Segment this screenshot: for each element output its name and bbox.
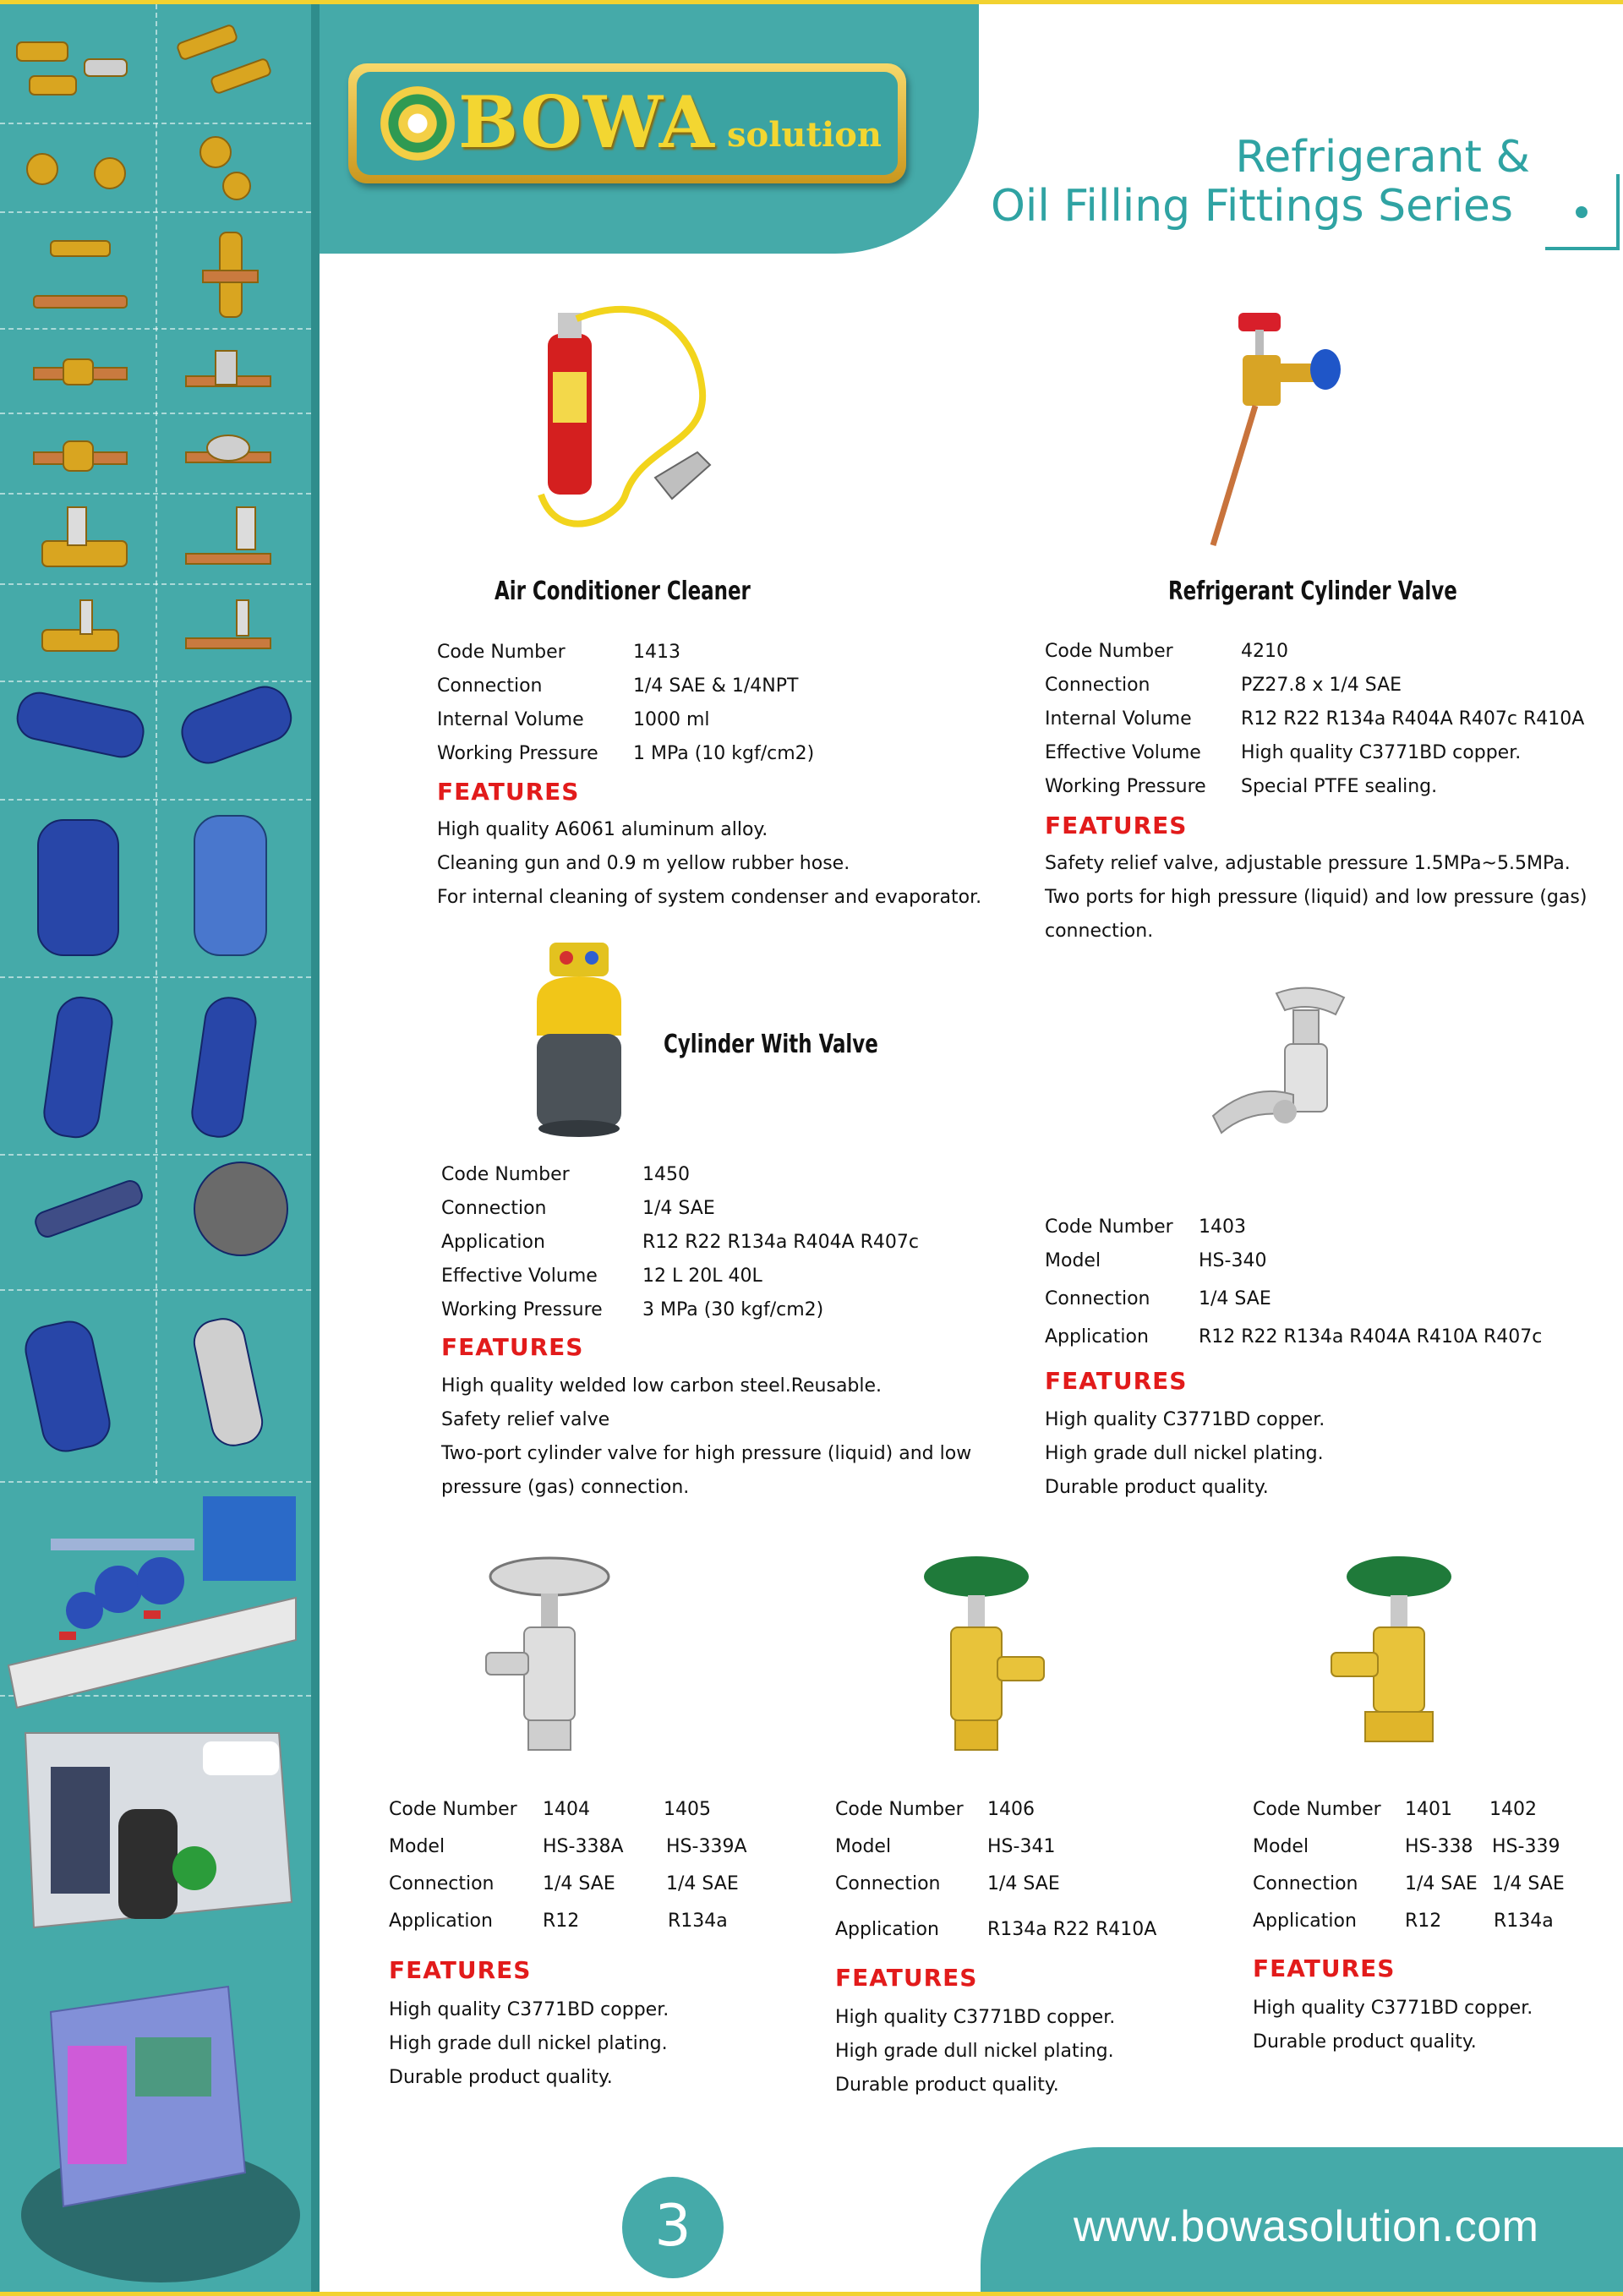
refrigerant-cylinder-valve-image	[1200, 309, 1395, 554]
spec-key: Internal Volume	[437, 709, 584, 730]
feature-item: High quality C3771BD copper.	[389, 1999, 669, 2020]
spec-row	[1045, 1281, 1542, 1319]
spec-value: HS-338	[1405, 1836, 1473, 1857]
spec-row	[1045, 702, 1584, 736]
spec-key: Code Number	[437, 642, 566, 663]
spec-row	[835, 1866, 1156, 1903]
features-list-cylinder-valve	[1045, 847, 1587, 948]
spec-value: PZ27.8 x 1/4 SAE	[1241, 675, 1402, 696]
spec-value: R12 R22 R134a R404A R407c	[642, 1232, 919, 1253]
spec-key: Internal Volume	[1045, 708, 1192, 730]
spec-row	[441, 1192, 919, 1226]
cylinder-with-valve-image	[528, 943, 638, 1141]
spec-row	[441, 1260, 919, 1293]
spec-key: Working Pressure	[437, 743, 598, 764]
spec-table-cylinder-valve	[1045, 635, 1584, 804]
spec-value: 1/4 SAE & 1/4NPT	[633, 675, 799, 697]
spec-key: Working Pressure	[441, 1299, 603, 1320]
spec-value-alt: 1405	[664, 1799, 711, 1820]
spec-value-alt: HS-339A	[666, 1836, 747, 1857]
feature-item: Durable product quality.	[1253, 2031, 1477, 2053]
brand-sub: solution	[727, 115, 882, 155]
spec-value: 4210	[1241, 641, 1288, 662]
spec-value: 1401	[1405, 1799, 1452, 1820]
spec-value: Special PTFE sealing.	[1241, 776, 1438, 797]
spec-value-alt: R134a	[668, 1911, 728, 1932]
feature-item: High quality C3771BD copper.	[835, 2007, 1116, 2028]
features-heading: FEATURES	[441, 1333, 584, 1361]
hs-338-valve-image	[1323, 1551, 1471, 1758]
spec-value-alt: HS-339	[1492, 1836, 1560, 1857]
spec-value: 1403	[1199, 1216, 1246, 1238]
spec-key: Connection	[389, 1873, 495, 1894]
page-title-line1: Refrigerant &	[1235, 132, 1530, 183]
spec-value-alt: 1/4 SAE	[666, 1873, 739, 1894]
feature-item: High quality C3771BD copper.	[1253, 1998, 1533, 2019]
spec-row	[1045, 1209, 1542, 1243]
spec-row	[1045, 736, 1584, 770]
spec-key: Model	[1045, 1250, 1101, 1271]
spec-value-alt: 1/4 SAE	[1492, 1873, 1565, 1894]
spec-row	[441, 1293, 919, 1327]
features-heading: FEATURES	[1253, 1954, 1396, 1982]
brand-logo	[348, 63, 906, 183]
spec-row	[1253, 1866, 1565, 1903]
spec-value: 1413	[633, 642, 680, 663]
sidebar-divider	[0, 1481, 311, 1483]
spec-value: 1406	[987, 1799, 1035, 1820]
spec-value: R12	[543, 1911, 580, 1932]
features-list-hs341	[835, 2001, 1115, 2102]
spec-value: HS-341	[987, 1836, 1056, 1857]
sidebar-product-thumbnails	[8, 17, 304, 1454]
website-url: www.bowasolution.com	[1074, 2202, 1539, 2251]
feature-item: Cleaning gun and 0.9 m yellow rubber hose.	[437, 853, 850, 874]
features-list-cleaner	[437, 813, 981, 915]
spec-key: Code Number	[441, 1164, 570, 1185]
spec-key: Working Pressure	[1045, 776, 1206, 797]
spec-key: Effective Volume	[1045, 742, 1201, 763]
spec-value: 1 MPa (10 kgf/cm2)	[633, 743, 815, 764]
spec-row	[389, 1866, 747, 1903]
feature-item: High quality C3771BD copper.	[1045, 1409, 1325, 1430]
spec-key: Connection	[1045, 675, 1150, 696]
features-list-hs338a	[389, 1993, 669, 2095]
spec-key: Application	[1045, 1326, 1149, 1348]
spec-table-cleaner	[437, 636, 814, 771]
spec-row	[437, 670, 814, 703]
spec-key: Code Number	[389, 1799, 517, 1820]
spec-row	[1045, 1243, 1542, 1281]
spec-key: Code Number	[835, 1799, 964, 1820]
spec-key: Application	[441, 1232, 545, 1253]
hs-340-valve-image	[1200, 981, 1395, 1158]
feature-item: For internal cleaning of system condenser and evaporator.	[437, 887, 982, 908]
hs-341-valve-image	[904, 1551, 1052, 1758]
spec-value: 3 MPa (30 kgf/cm2)	[642, 1299, 824, 1320]
spec-key: Connection	[835, 1873, 941, 1894]
spec-row	[389, 1903, 747, 1940]
features-heading: FEATURES	[1045, 812, 1188, 839]
spec-row	[835, 1829, 1156, 1866]
product-title-air-conditioner-cleaner: Air Conditioner Cleaner	[495, 577, 751, 606]
spec-key: Model	[1253, 1836, 1309, 1857]
feature-item: Safety relief valve, adjustable pressure 1.5MPa~5.5MPa.	[1045, 853, 1571, 874]
features-list-cylinder	[441, 1369, 971, 1505]
spec-value: 1/4 SAE	[543, 1873, 615, 1894]
hs-338a-valve-image	[473, 1551, 621, 1758]
spec-key: Application	[1253, 1911, 1357, 1932]
title-bracket	[1545, 174, 1620, 250]
spec-value: R12 R22 R134a R404A R410A R407c	[1199, 1326, 1543, 1348]
spec-key: Connection	[1253, 1873, 1358, 1894]
air-conditioner-cleaner-image	[524, 300, 744, 554]
feature-item: Durable product quality.	[835, 2075, 1059, 2096]
spec-key: Model	[835, 1836, 892, 1857]
spec-table-hs341	[835, 1791, 1156, 1949]
feature-item: Durable product quality.	[389, 2067, 613, 2088]
features-list-hs338	[1253, 1992, 1533, 2059]
spec-value: 1404	[543, 1799, 590, 1820]
page-number: 3	[622, 2177, 724, 2278]
spec-value: 1/4 SAE	[1199, 1288, 1271, 1309]
spec-row	[1253, 1829, 1565, 1866]
spec-row	[437, 703, 814, 737]
spec-value: R134a R22 R410A	[987, 1919, 1157, 1940]
spec-key: Connection	[441, 1198, 547, 1219]
feature-item: Durable product quality.	[1045, 1477, 1269, 1498]
features-list-hs340	[1045, 1403, 1325, 1505]
bottom-border	[0, 2292, 1623, 2296]
spec-row	[1045, 669, 1584, 702]
feature-item: Safety relief valve	[441, 1409, 610, 1430]
spec-row	[1045, 1319, 1542, 1356]
spec-row	[437, 636, 814, 670]
product-title-cylinder-with-valve: Cylinder With Valve	[664, 1030, 878, 1059]
spec-row	[1045, 770, 1584, 804]
spec-key: Effective Volume	[441, 1266, 598, 1287]
spec-key: Code Number	[1045, 641, 1173, 662]
spec-row	[1253, 1791, 1565, 1829]
spec-value: 1450	[642, 1164, 690, 1185]
spec-value-alt: 1402	[1489, 1799, 1537, 1820]
spec-table-hs338	[1253, 1791, 1565, 1940]
spec-key: Application	[389, 1911, 493, 1932]
feature-item: High grade dull nickel plating.	[389, 2033, 668, 2054]
feature-item: pressure (gas) connection.	[441, 1477, 690, 1498]
spec-value: 1/4 SAE	[987, 1873, 1060, 1894]
spec-key: Connection	[437, 675, 543, 697]
spec-value: 1/4 SAE	[1405, 1873, 1478, 1894]
brand-name: BOWA	[458, 80, 715, 164]
spec-key: Application	[835, 1919, 939, 1940]
feature-item: connection.	[1045, 921, 1154, 942]
feature-item: High grade dull nickel plating.	[835, 2041, 1114, 2062]
sidebar-machinery-illustrations	[0, 1488, 311, 2291]
page-title-line2: Oil Filling Fittings Series	[990, 181, 1513, 232]
feature-item: Two-port cylinder valve for high pressure (liquid) and low	[441, 1443, 972, 1464]
spec-table-hs340	[1045, 1209, 1542, 1356]
spec-key: Connection	[1045, 1288, 1150, 1309]
features-heading: FEATURES	[389, 1956, 532, 1984]
spec-value: 1000 ml	[633, 709, 710, 730]
spec-table-cylinder	[441, 1158, 919, 1327]
feature-item: Two ports for high pressure (liquid) and low pressure (gas)	[1045, 887, 1587, 908]
spec-value: High quality C3771BD copper.	[1241, 742, 1522, 763]
spec-value: HS-338A	[543, 1836, 624, 1857]
spec-value: R12	[1405, 1911, 1442, 1932]
spec-key: Code Number	[1045, 1216, 1173, 1238]
spec-row	[389, 1829, 747, 1866]
spec-row	[389, 1791, 747, 1829]
spec-row	[1045, 635, 1584, 669]
spec-key: Model	[389, 1836, 445, 1857]
features-heading: FEATURES	[835, 1964, 978, 1992]
spec-value: 12 L 20L 40L	[642, 1266, 762, 1287]
feature-item: High quality A6061 aluminum alloy.	[437, 819, 768, 840]
features-heading: FEATURES	[437, 778, 580, 806]
sidebar-edge	[311, 4, 320, 2292]
spec-value: HS-340	[1199, 1250, 1267, 1271]
spec-value: 1/4 SAE	[642, 1198, 715, 1219]
spec-row	[835, 1791, 1156, 1829]
feature-item: High quality welded low carbon steel.Reusable.	[441, 1375, 883, 1397]
spec-row	[437, 737, 814, 771]
feature-item: High grade dull nickel plating.	[1045, 1443, 1324, 1464]
features-heading: FEATURES	[1045, 1367, 1188, 1395]
spec-table-hs338a	[389, 1791, 747, 1940]
spec-key: Code Number	[1253, 1799, 1381, 1820]
spec-row	[441, 1226, 919, 1260]
spec-row	[1253, 1903, 1565, 1940]
spec-value-alt: R134a	[1494, 1911, 1554, 1932]
spec-value: R12 R22 R134a R404A R407c R410A	[1241, 708, 1585, 730]
spec-row	[441, 1158, 919, 1192]
brand-emblem-icon	[380, 86, 455, 161]
product-title-refrigerant-cylinder-valve: Refrigerant Cylinder Valve	[1168, 577, 1457, 606]
spec-row	[835, 1911, 1156, 1949]
